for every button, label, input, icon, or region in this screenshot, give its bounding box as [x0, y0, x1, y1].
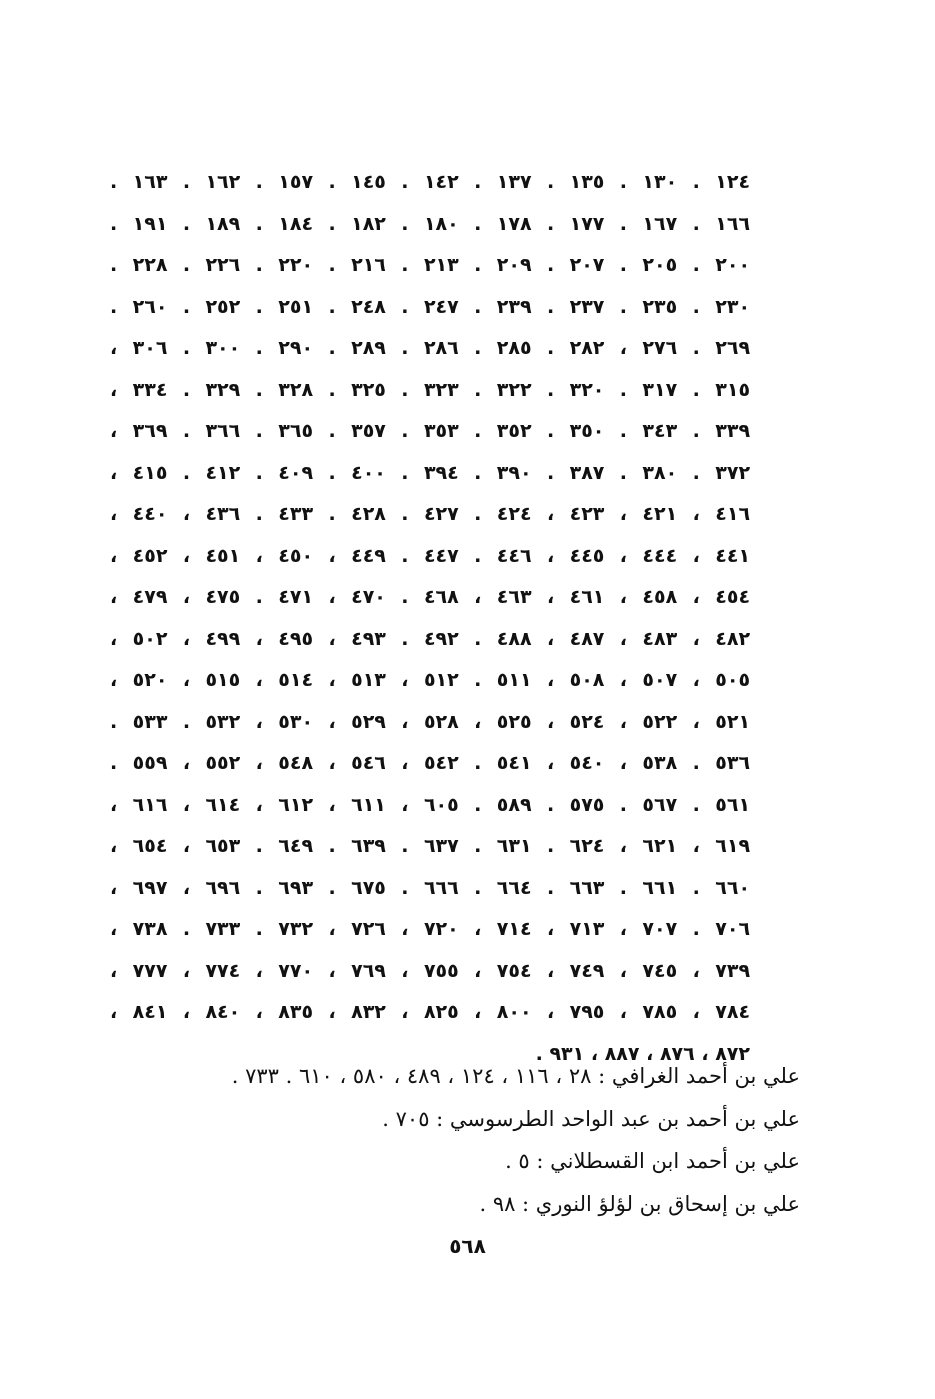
- page-reference-line: ٥٣٦ . ٥٣٨ ، ٥٤٠ ، ٥٤١ . ٥٤٢ ، ٥٤٦ ، ٥٤٨ ، ٥٥٢ ، ٥٥٩ .: [110, 752, 751, 774]
- page-reference-line: ٧٨٤ ، ٧٨٥ ، ٧٩٥ ، ٨٠٠ ، ٨٢٥ ، ٨٣٢ ، ٨٣٥ ، ٨٤٠ ، ٨٤١ ،: [110, 1001, 751, 1023]
- page-reference-line: ٦١٩ ، ٦٢١ ، ٦٢٤ . ٦٣١ . ٦٣٧ . ٦٣٩ . ٦٤٩ . ٦٥٣ ، ٦٥٤ ،: [110, 835, 751, 857]
- page-reference-line: ٢٠٠ . ٢٠٥ . ٢٠٧ . ٢٠٩ . ٢١٣ . ٢١٦ . ٢٢٠ . ٢٢٦ . ٢٢٨ .: [110, 254, 751, 276]
- page-reference-line: ١٦٦ . ١٦٧ . ١٧٧ . ١٧٨ . ١٨٠ . ١٨٢ . ١٨٤ . ١٨٩ . ١٩١ .: [110, 212, 751, 235]
- index-entries: [110, 1055, 800, 1225]
- page-reference-line: ٦٦٠ . ٦٦١ . ٦٦٣ . ٦٦٤ . ٦٦٦ . ٦٧٥ . ٦٩٣ . ٦٩٦ ، ٦٩٧ ،: [110, 876, 751, 899]
- index-entry: علي بن إسحاق بن لؤلؤ النوري : ٩٨ .: [479, 1191, 800, 1216]
- page-reference-line: ٤٥٤ ، ٤٥٨ ، ٤٦١ ، ٤٦٣ ، ٤٦٨ . ٤٧٠ ، ٤٧١ . ٤٧٥ ، ٤٧٩ ،: [110, 586, 751, 608]
- index-entry: علي بن أحمد الغرافي : ٢٨ ، ١١٦ ، ١٢٤ ، ٤٨٩ ، ٥٨٠ ، ٦١٠ . ٧٣٣ .: [231, 1064, 800, 1088]
- page-reference-line: ٤٨٢ ، ٤٨٣ ، ٤٨٧ ، ٤٨٨ . ٤٩٢ . ٤٩٣ ، ٤٩٥ ، ٤٩٩ ، ٥٠٢ ،: [110, 627, 751, 650]
- page-reference-line: ٤٤١ ، ٤٤٤ ، ٤٤٥ ، ٤٤٦ . ٤٤٧ . ٤٤٩ ، ٤٥٠ ، ٤٥١ ، ٤٥٢ ،: [110, 544, 751, 567]
- page-reference-line: ٧٠٦ . ٧٠٧ ، ٧١٣ ، ٧١٤ ، ٧٢٠ ، ٧٢٦ ، ٧٣٢ . ٧٣٣ . ٧٣٨ ،: [110, 918, 751, 940]
- page-reference-line: ٥٠٥ ، ٥٠٧ ، ٥٠٨ ، ٥١١ . ٥١٢ ، ٥١٣ ، ٥١٤ ، ٥١٥ ، ٥٢٠ ،: [110, 669, 751, 691]
- index-entry: علي بن أحمد بن عبد الواحد الطرسوسي : ٧٠٥ .: [382, 1106, 800, 1131]
- page-reference-list: [110, 162, 750, 1075]
- page-reference-line: ٨٧٢ ، ٨٧٦ ، ٨٨٧ ، ٩٣١ .: [535, 1042, 750, 1065]
- page-number: ٥٦٨: [449, 1234, 486, 1258]
- page-reference-line: ٤١٦ ، ٤٢١ ، ٤٢٣ ، ٤٢٤ . ٤٢٧ . ٤٢٨ . ٤٣٣ . ٤٣٦ ، ٤٤٠ ،: [110, 503, 751, 525]
- page-reference-line: ٥٢١ ، ٥٢٢ ، ٥٢٤ ، ٥٢٥ ، ٥٢٨ ، ٥٢٩ ، ٥٣٠ ، ٥٣٢ . ٥٣٣ .: [110, 710, 751, 733]
- page-reference-line: ١٢٤ . ١٣٠ . ١٣٥ . ١٣٧ . ١٤٢ . ١٤٥ . ١٥٧ . ١٦٢ . ١٦٣ .: [110, 171, 751, 193]
- page-reference-line: ٣١٥ . ٣١٧ . ٣٢٠ . ٣٢٢ . ٣٢٣ . ٣٢٥ . ٣٢٨ . ٣٢٩ . ٣٣٤ ،: [110, 378, 751, 401]
- page-reference-line: ٧٣٩ ، ٧٤٥ ، ٧٤٩ ، ٧٥٤ ، ٧٥٥ ، ٧٦٩ ، ٧٧٠ ، ٧٧٤ ، ٧٧٧ ،: [110, 959, 751, 982]
- page-reference-line: ٣٣٩ . ٣٤٣ . ٣٥٠ . ٣٥٢ . ٣٥٣ . ٣٥٧ . ٣٦٥ . ٣٦٦ . ٣٦٩ ،: [110, 420, 751, 442]
- page-reference-line: ٣٧٢ . ٣٨٠ . ٣٨٧ . ٣٩٠ . ٣٩٤ . ٤٠٠ . ٤٠٩ . ٤١٢ . ٤١٥ ،: [110, 461, 751, 484]
- index-entry: علي بن أحمد ابن القسطلاني : ٥ .: [505, 1149, 800, 1173]
- page-reference-line: ٢٣٠ . ٢٣٥ . ٢٣٧ . ٢٣٩ . ٢٤٧ . ٢٤٨ . ٢٥١ . ٢٥٢ . ٢٦٠ .: [110, 295, 751, 318]
- page-reference-line: ٢٦٩ . ٢٧٦ ، ٢٨٢ . ٢٨٥ . ٢٨٦ . ٢٨٩ . ٢٩٠ . ٣٠٠ . ٣٠٦ ،: [110, 337, 751, 359]
- page-reference-line: ٥٦١ . ٥٦٧ . ٥٧٥ . ٥٨٩ . ٦٠٥ ، ٦١١ ، ٦١٢ ، ٦١٤ ، ٦١٦ ،: [110, 793, 751, 816]
